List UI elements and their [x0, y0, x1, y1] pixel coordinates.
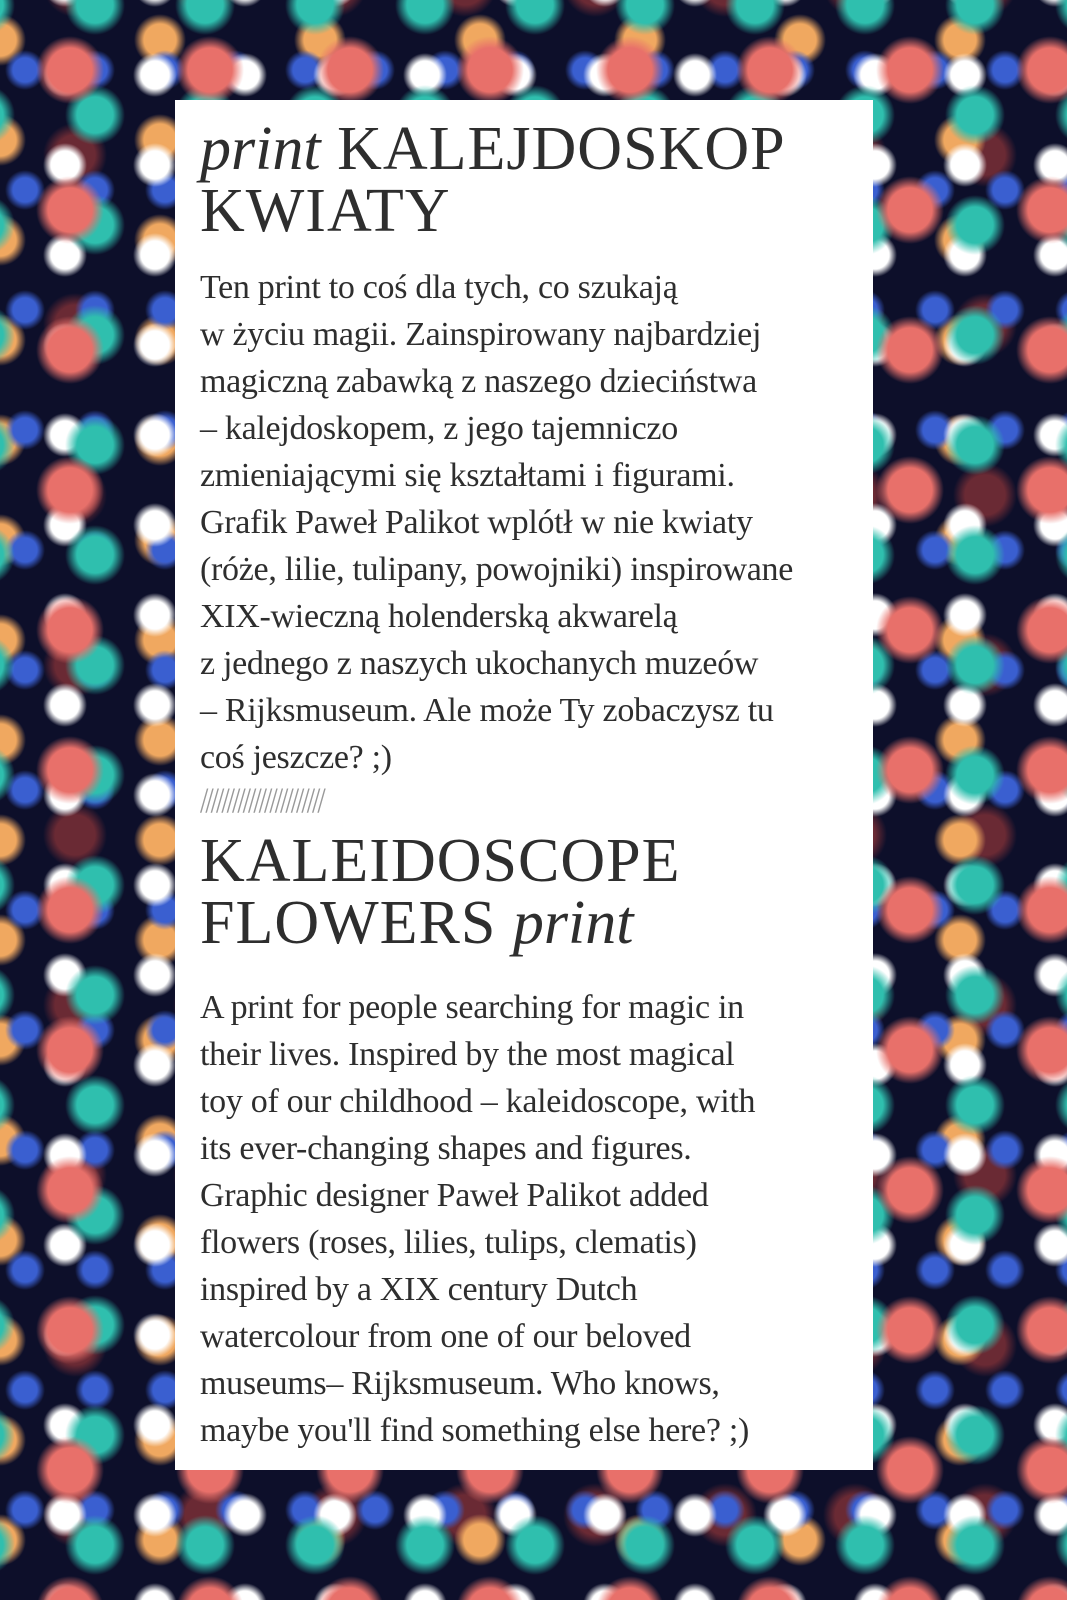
polish-title-line1: KALEJDOSKOP [337, 115, 786, 183]
polish-title-italic: print [200, 115, 321, 183]
divider-slashes: /////////////////////// [200, 780, 323, 821]
polish-description: Ten print to coś dla tych, co szukają w życiu magii. Zainspirowany najbardziej magiczną zabawką z naszego dzieciństwa – kalejdoskopem, z jego tajemniczo zmieniającymi się kształtami i figurami. Grafik Paweł Palikot wplótł w nie kwiaty (róże, lilie, tulipany, powojniki) inspirowane XIX-wieczną holenderską akwarelą z jednego z naszych ukochanych muzeów – Rijksmuseum. Ale może Ty zobaczysz tu coś jeszcze? ;) [200, 269, 794, 776]
polish-title [200, 115, 786, 245]
english-title-line2: FLOWERS [200, 889, 497, 957]
english-title [200, 827, 681, 957]
english-description: A print for people searching for magic in their lives. Inspired by the most magical toy of our childhood – kaleidoscope, with its ever-changing shapes and figures. Graphic designer Paweł Palikot added flowers (roses, lilies, tulips, clematis) inspired by a XIX century Dutch watercolour from one of our beloved museums– Rijksmuseum. Who knows, maybe you'll find something else here? ;) [200, 989, 756, 1449]
polish-title-line2: KWIATY [200, 177, 451, 245]
english-title-italic: print [512, 889, 634, 957]
english-title-line1: KALEIDOSCOPE [200, 827, 681, 895]
